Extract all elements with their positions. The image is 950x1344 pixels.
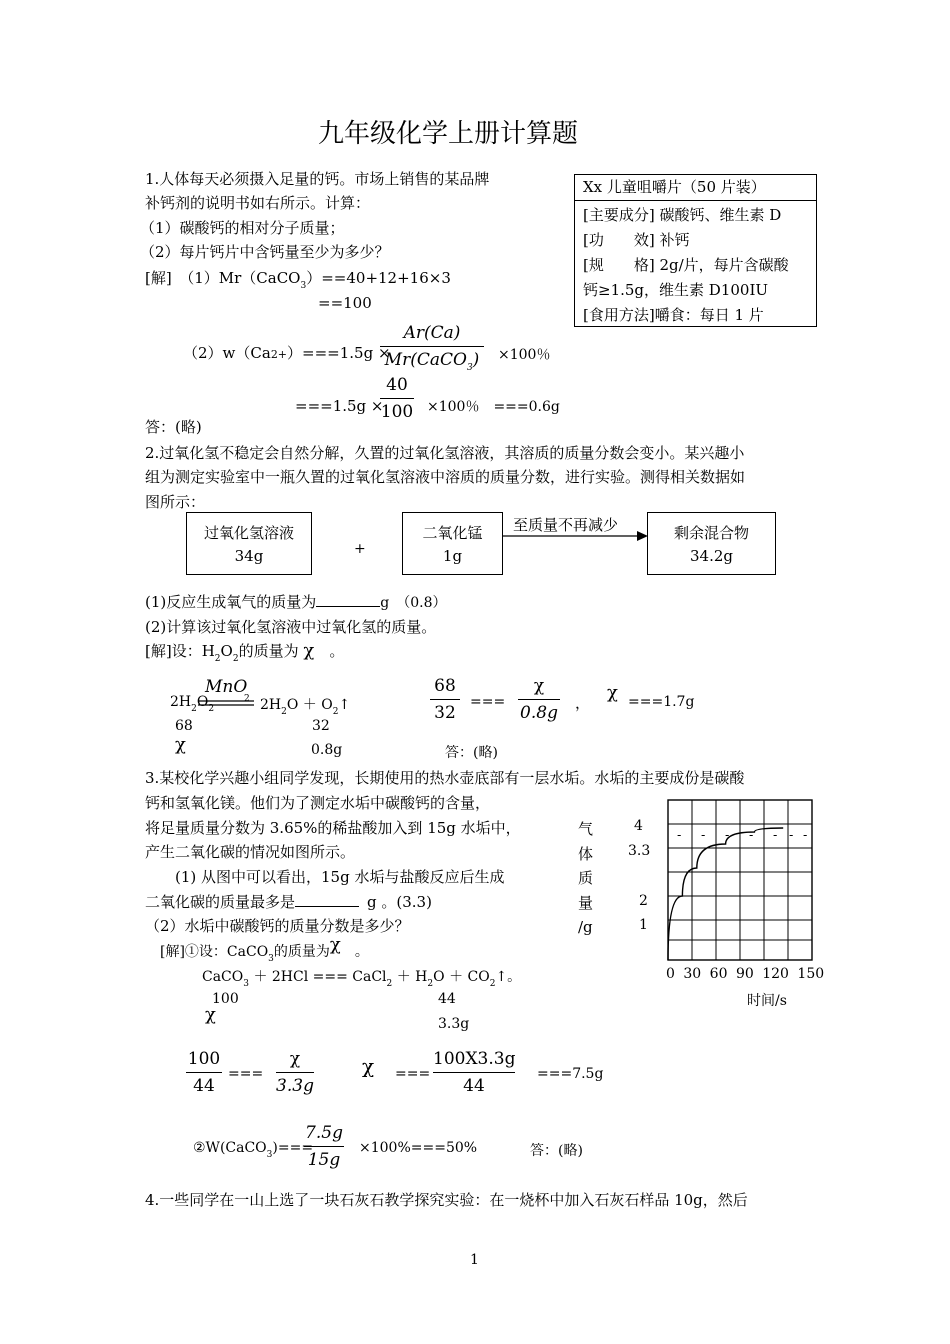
q1-frac-den-text: Mr(CaCO: [384, 350, 467, 370]
q1-part2-text: （2）w（Ca: [183, 344, 271, 362]
x-tick-label: 90: [735, 966, 754, 982]
q1-answer: 答：(略): [145, 418, 202, 436]
spec-line2: [功 效] 补钙: [583, 231, 690, 249]
q1-line3-pre: ===1.5g ×: [295, 397, 384, 415]
subscript: 2: [214, 654, 221, 664]
q3-w-fraction: [304, 1120, 344, 1173]
q1-sub1: （1）碳酸钙的相对分子质量；: [140, 219, 345, 237]
ratio-num: 7.5g: [305, 1123, 343, 1143]
reaction-arrow: [503, 530, 648, 542]
ylabel-char: 质: [578, 869, 594, 887]
x-tick-labels: [666, 966, 824, 982]
subscript: 3: [268, 954, 274, 964]
q2-sub1: [145, 591, 446, 614]
q2-sub1-unit: g （0.8）: [380, 595, 447, 611]
co2-chart: [665, 795, 815, 965]
subscript: 2: [332, 707, 339, 717]
q3-sub1-line2: [145, 891, 432, 913]
diagram-box-mno2: [402, 512, 503, 575]
box3-name: 剩余混合物: [673, 524, 749, 542]
q2-x-result: ===1.7g: [628, 694, 695, 710]
equals: ===: [228, 1066, 264, 1082]
q3-x-result: ===7.5g: [537, 1066, 604, 1082]
q2-equation-right: [260, 694, 351, 717]
ratio-den: 32: [434, 703, 456, 723]
q3-sub1-post: g 。(3.3): [367, 893, 432, 911]
page-number: 1: [470, 1252, 479, 1268]
q3-mass-44: 44: [438, 991, 456, 1007]
q3-ratio3: [433, 1046, 515, 1099]
subscript: 3: [266, 1150, 273, 1160]
q3-eq-mid2: ＋ H: [396, 969, 428, 985]
svg-text:-: -: [725, 828, 730, 842]
product-spec-box: [574, 174, 817, 327]
q1-mr-result: ==100: [318, 294, 372, 312]
q1-frac2-num: 40: [386, 375, 408, 395]
diagram-box-residue: [647, 512, 776, 575]
q3-eq-mid3: O ＋ CO: [433, 969, 490, 985]
q1-fraction: [380, 320, 484, 376]
x-tick-label: 30: [683, 966, 702, 982]
chi-symbol: χ: [607, 682, 618, 703]
spec-line5: [食用方法]嚼食：每日 1 片: [583, 306, 764, 324]
q1-solution-mr: [145, 267, 451, 292]
q3-sub1-line1: (1) 从图中可以看出，15g 水垢与盐酸反应后生成: [175, 868, 505, 886]
answer-blank[interactable]: [295, 906, 359, 907]
x-tick-label: 120: [762, 966, 789, 982]
q2-sol-set-tail: 的质量为: [238, 642, 299, 660]
y-tick-label: 1: [639, 917, 648, 933]
diagram-box-h2o2: [186, 512, 312, 575]
x-tick-label: 60: [709, 966, 728, 982]
q1-frac-den-tail: ): [472, 350, 480, 370]
y-tick-label: 2: [639, 893, 648, 909]
ratio-den: 15g: [307, 1150, 341, 1170]
q3-eq-mid1: ＋ 2HCl === CaCl: [253, 969, 387, 985]
q1-intro-line2: 补钙剂的说明书如右所示。计算：: [145, 194, 371, 212]
comma: ，: [575, 694, 591, 712]
q1-part2-label: [183, 342, 391, 366]
ylabel-char: 气: [578, 820, 594, 838]
catalyst-sub: 2: [244, 694, 250, 704]
ylabel-char: 体: [578, 844, 594, 863]
subscript: 2: [489, 979, 496, 989]
q1-sub2: （2）每片钙片中含钙量至少为多少？: [140, 243, 390, 261]
q3-w-tail: )===: [272, 1140, 314, 1156]
plus-sign: +: [354, 541, 366, 557]
q2-ratio2: [518, 673, 560, 726]
q3-sol-set-tail: 的质量为: [273, 944, 330, 960]
q1-line3-post: ×100％ ===0.6g: [427, 399, 560, 415]
y-tick-label: 4: [634, 818, 643, 834]
ratio-num: 100: [187, 1049, 221, 1069]
ratio-den: 3.3g: [276, 1076, 314, 1096]
eq-tail: O ＋ O: [286, 697, 333, 713]
svg-text:-: -: [749, 828, 754, 842]
svg-text:-: -: [677, 828, 682, 842]
subscript: 3: [243, 979, 249, 989]
equals: ===: [395, 1066, 431, 1082]
q2-equation-left: $2H_2O_2$: [170, 694, 215, 714]
q1-sol-label: [解] （1）Mr（CaCO: [145, 269, 301, 287]
chi-symbol: χ: [303, 640, 315, 661]
subscript: 2: [191, 704, 197, 714]
spec-line4: 钙≥1.5g，维生素 D100IU: [583, 281, 769, 299]
q2-answer: 答：(略): [445, 745, 498, 761]
ratio-num: 68: [434, 676, 456, 696]
ratio-den: 0.8g: [520, 703, 558, 723]
q3-equation: [202, 966, 522, 989]
box1-name: 过氧化氢溶液: [203, 524, 294, 542]
q2-intro-line1: 2.过氧化氢不稳定会自然分解，久置的过氧化氢溶液，其溶质的质量分数会变小。某兴趣小: [145, 444, 745, 462]
equals: ===: [470, 694, 506, 710]
q3-w-label: [193, 1140, 314, 1160]
box2-mass: 1g: [442, 547, 463, 565]
q3-answer: 答：(略): [530, 1143, 583, 1159]
up-arrow: ↑: [338, 697, 351, 713]
period: 。: [329, 642, 345, 660]
chart-grid: [668, 800, 812, 960]
q2-sol-set: [解]设：$H_2O_2$的质量为 χ 。: [145, 640, 345, 664]
ratio-den: 44: [193, 1076, 215, 1096]
q4-line1: 4.一些同学在一山上选了一块石灰石教学探究实验：在一烧杯中加入石灰石样品 10g，然后: [145, 1191, 748, 1209]
q1-intro-line1: 1.人体每天必须摄入足量的钙。市场上销售的某品牌: [145, 170, 490, 188]
chart-xlabel: 时间/s: [747, 993, 787, 1009]
subscript: 2: [208, 704, 215, 714]
q3-eq-start: CaCO: [202, 969, 244, 985]
q2-sol-set-text: [解]设：H: [145, 642, 215, 660]
q3-mass-100: 100: [212, 991, 239, 1007]
ylabel-char: /g: [578, 918, 593, 936]
q2-intro-line3: 图所示：: [145, 493, 206, 511]
q3-sol-set: [160, 934, 369, 964]
subscript: 2: [427, 979, 434, 989]
subscript: 3: [466, 363, 473, 373]
q1-mr-tail: ）==40+12+16×3: [306, 269, 451, 287]
box3-mass: 34.2g: [689, 547, 733, 565]
q2-chi-under: χ: [175, 734, 186, 755]
q3-intro-line3: 将足量质量分数为 3.65%的稀盐酸加入到 15g 水垢中，: [145, 819, 521, 837]
q3-ratio1: [186, 1046, 222, 1099]
ratio-den: 44: [463, 1076, 485, 1096]
subscript: 2: [281, 707, 287, 717]
q3-sol-set-text: [解]①设：CaCO: [160, 944, 269, 960]
q1-part2-mid: ）===1.5g ×: [287, 344, 391, 362]
ratio-num: 100X3.3g: [433, 1049, 516, 1069]
catalyst-label: MnO: [205, 677, 248, 697]
q3-intro-line4: 产生二氧化碳的情况如图所示。: [145, 843, 356, 861]
q2-ratio1: [430, 673, 460, 726]
q3-ratio2: [276, 1046, 314, 1099]
spec-header: Xx 儿童咀嚼片（50 片装）: [575, 175, 816, 201]
q3-w-text: ②W(CaCO: [193, 1140, 267, 1156]
q1-frac2-den: 100: [380, 402, 414, 422]
q3-eq-end: ↑。: [495, 969, 522, 985]
q2-mass-68: 68: [175, 718, 193, 734]
subscript: 2: [386, 979, 393, 989]
chi-symbol: χ: [362, 1054, 375, 1078]
q3-chi-under: χ: [205, 1004, 216, 1025]
q1-part2-ion: 2+: [270, 348, 288, 361]
q3-sub2: （2）水垢中碳酸钙的质量分数是多少？: [145, 917, 410, 935]
period: 。: [354, 944, 369, 960]
q3-sub1-pre: 二氧化碳的质量最多是: [145, 893, 296, 911]
q2-mass-32: 32: [312, 718, 330, 734]
q3-intro-line1: 3.某校化学兴趣小组同学发现，长期使用的热水壶底部有一层水垢。水垢的主要成份是碳酸: [145, 769, 745, 787]
chi-symbol: χ: [329, 934, 341, 955]
ratio-num: χ: [289, 1049, 301, 1069]
x-tick-label: 150: [797, 966, 825, 982]
q3-mass-33: 3.3g: [438, 1016, 470, 1032]
y-tick-label: 3.3: [628, 843, 651, 859]
ratio-num: χ: [533, 676, 545, 696]
q2-sub2: (2)计算该过氧化氢溶液中过氧化氢的质量。: [145, 618, 437, 636]
q1-fraction2: [380, 372, 414, 425]
q2-mass-08: 0.8g: [311, 742, 343, 758]
eq-left-text: 2H: [170, 694, 192, 710]
box2-name: 二氧化锰: [422, 524, 483, 542]
q3-w-result: ×100%===50%: [359, 1140, 478, 1156]
ylabel-char: 量: [578, 893, 594, 912]
q2-sub1-text: (1)反应生成氧气的质量为: [145, 593, 317, 611]
svg-text:-: -: [773, 828, 778, 842]
q1-pct: ×100％: [498, 347, 551, 363]
svg-text:-: -: [803, 828, 808, 842]
spec-line3: [规 格] 2g/片，每片含碳酸: [583, 256, 789, 274]
q3-intro-line2: 钙和氢氧化镁。他们为了测定水垢中碳酸钙的含量，: [145, 794, 491, 812]
box1-mass: 34g: [234, 547, 264, 565]
subscript: 2: [232, 654, 239, 664]
page-title: 九年级化学上册计算题: [318, 119, 579, 149]
svg-text:-: -: [789, 828, 794, 842]
subscript: 3: [300, 281, 307, 291]
q1-frac-num: Ar(Ca): [403, 323, 461, 343]
eq-right-text: 2H: [260, 697, 282, 713]
chart-ylabel: [578, 817, 593, 940]
x-tick-label: 0: [666, 966, 675, 982]
answer-blank[interactable]: [316, 606, 380, 607]
arrow-label: 至质量不再减少: [513, 516, 619, 534]
spec-line1: [主要成分] 碳酸钙、维生素 D: [583, 206, 782, 224]
svg-text:-: -: [701, 828, 706, 842]
q2-intro-line2: 组为测定实验室中一瓶久置的过氧化氢溶液中溶质的质量分数，进行实验。测得相关数据如: [145, 468, 746, 486]
